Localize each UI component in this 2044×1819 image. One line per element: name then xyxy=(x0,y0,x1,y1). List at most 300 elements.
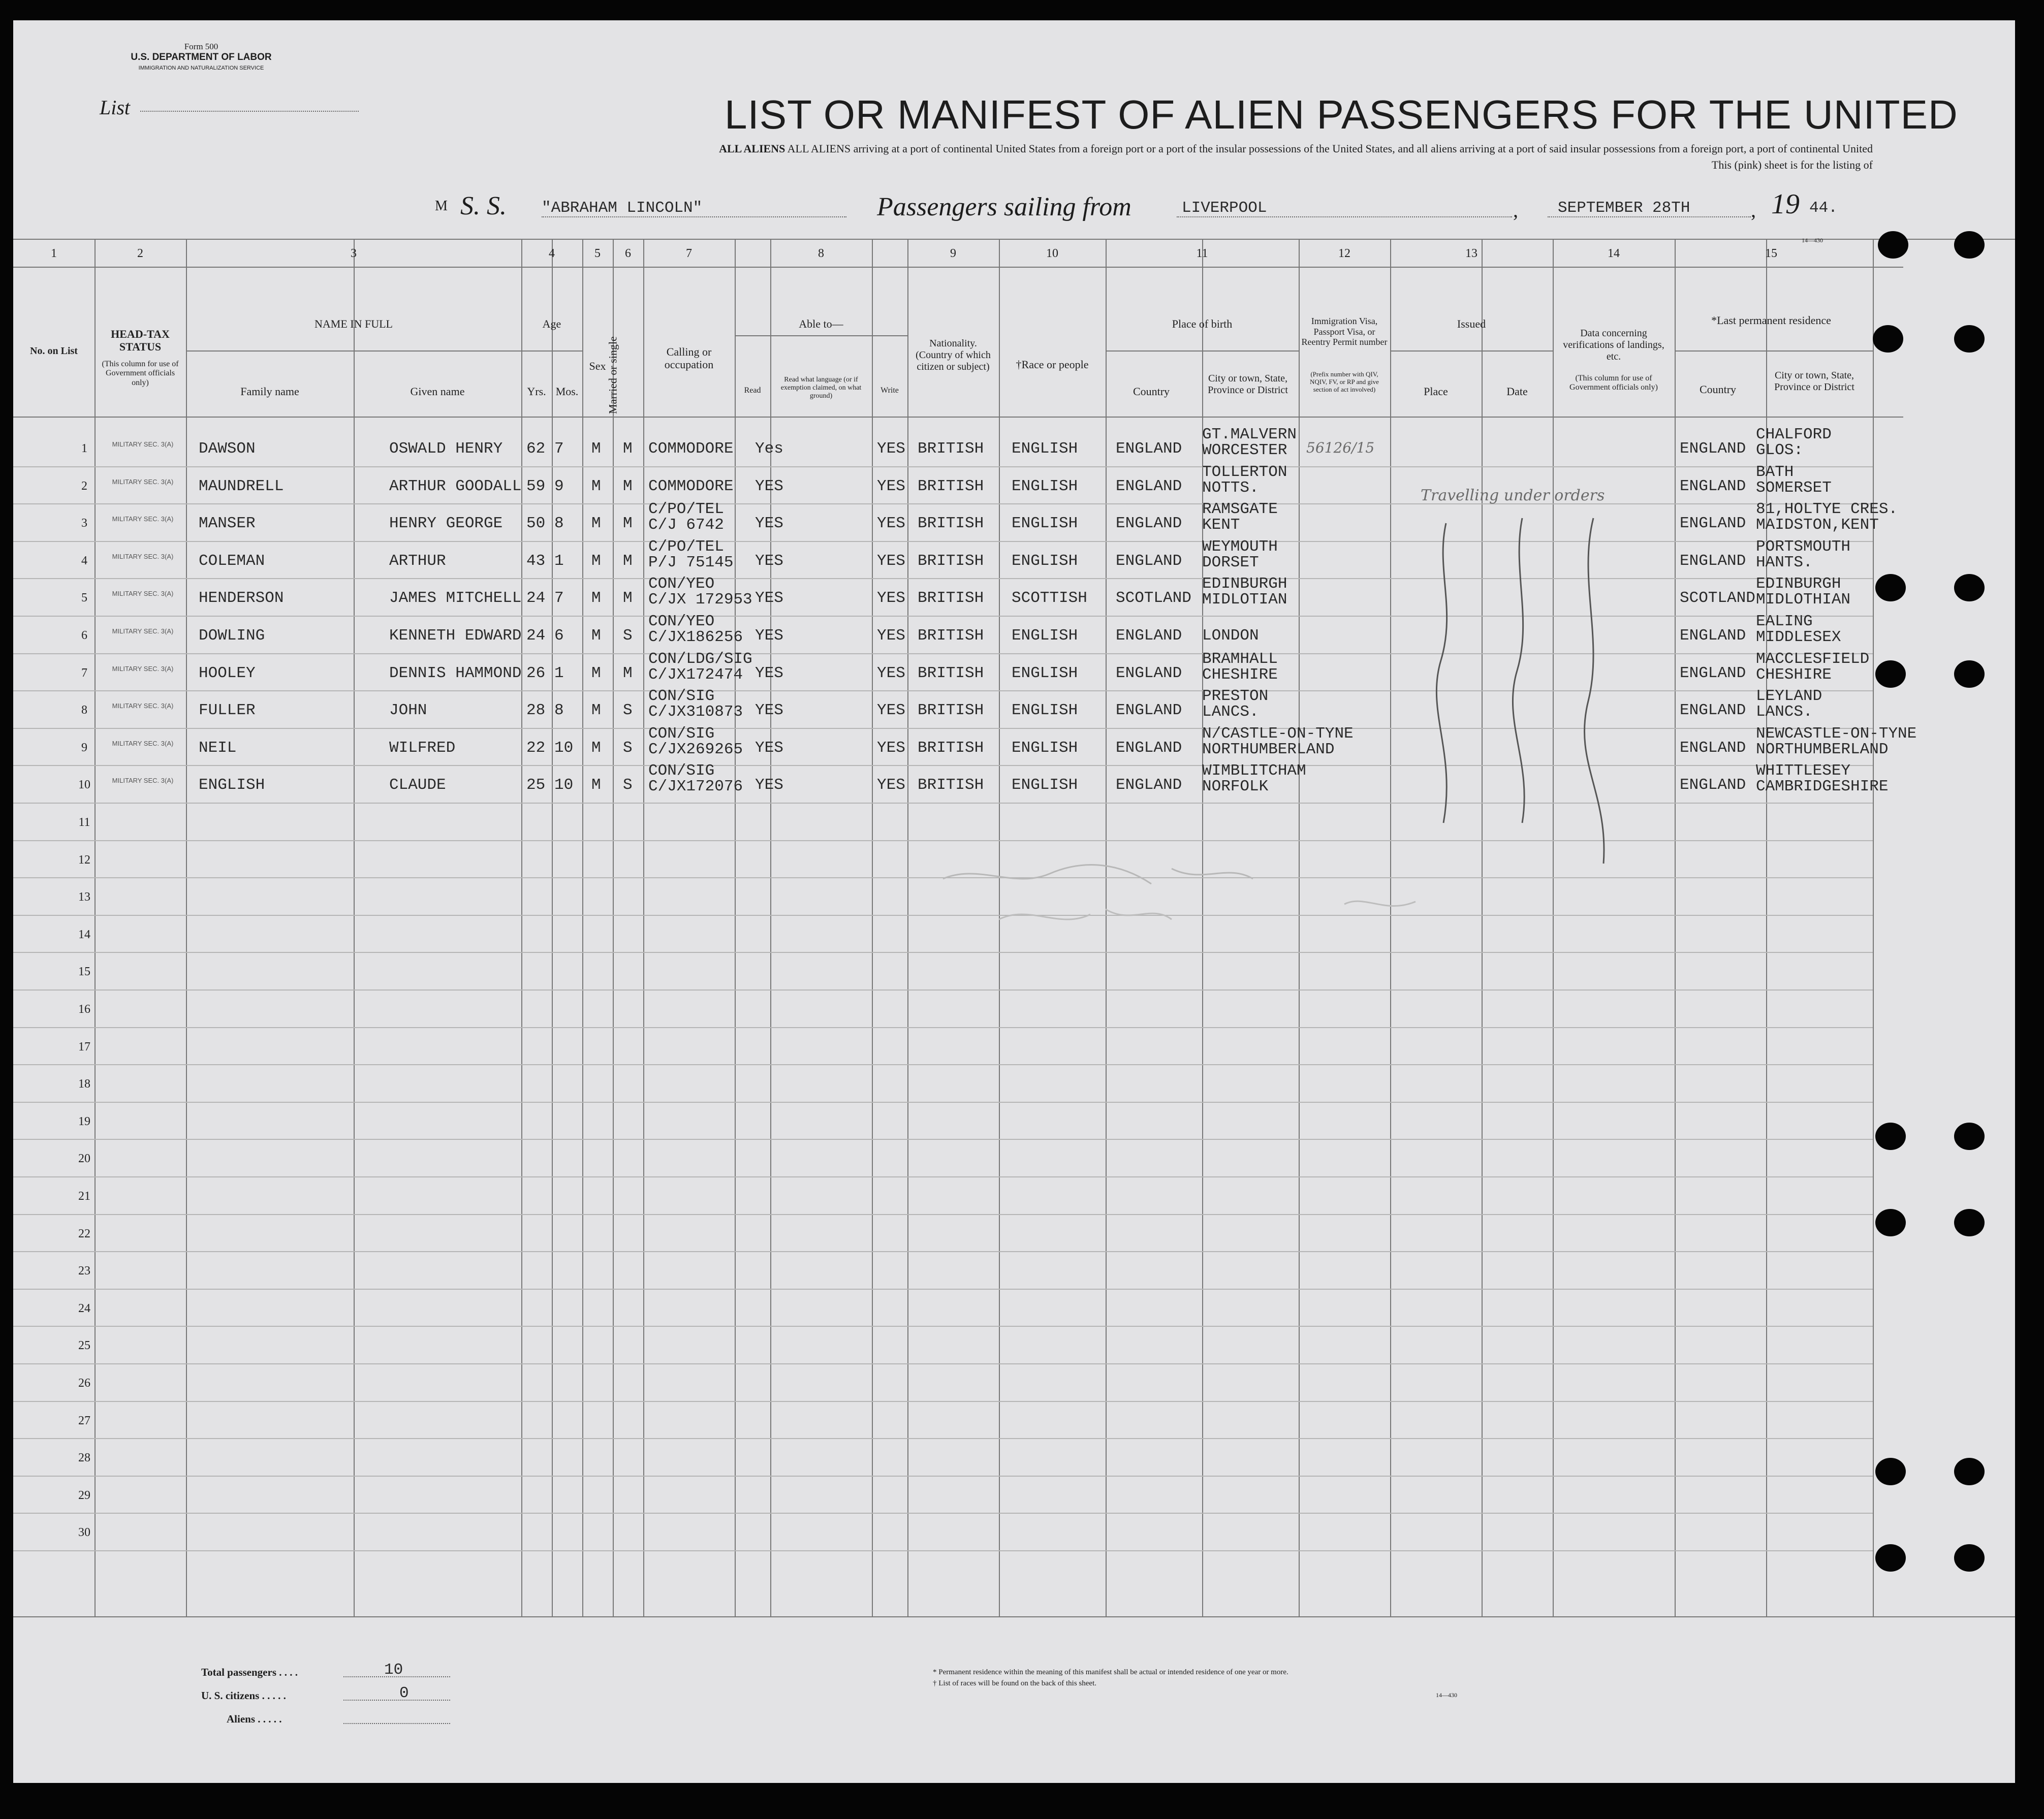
punch-hole xyxy=(1875,1544,1906,1572)
residence-country: ENGLAND xyxy=(1680,664,1746,682)
marital-status: M xyxy=(623,552,633,570)
occupation: CON/YEO C/JX186256 xyxy=(648,613,743,646)
given-name: CLAUDE xyxy=(389,776,446,794)
punch-hole xyxy=(1875,574,1906,601)
column-rule xyxy=(582,239,583,1616)
column-rule xyxy=(735,239,736,1616)
punch-hole xyxy=(1875,660,1906,688)
race: SCOTTISH xyxy=(1012,589,1087,608)
residence-city: 81,HOLTYE CRES. MAIDSTON,KENT xyxy=(1756,500,1898,534)
birth-country: ENGLAND xyxy=(1116,739,1182,757)
occupation: CON/SIG C/JX310873 xyxy=(648,687,743,721)
colnum-2: 2 xyxy=(137,247,143,260)
race: ENGLISH xyxy=(1012,440,1078,458)
row-number: 14 xyxy=(78,928,90,941)
occupation: CON/LDG/SIG C/JX172474 xyxy=(648,650,752,684)
comma-1: , xyxy=(1513,199,1518,221)
row-rule xyxy=(13,1102,1873,1103)
punch-hole xyxy=(1873,325,1903,353)
row-number: 16 xyxy=(78,1003,90,1016)
manifest-sheet xyxy=(13,20,2015,1783)
port-line xyxy=(1177,216,1512,217)
colnum-3: 3 xyxy=(351,247,357,260)
table-top-border xyxy=(13,239,2015,240)
birth-city: PRESTON LANCS. xyxy=(1202,687,1269,721)
family-name: DAWSON xyxy=(199,440,256,458)
family-name: COLEMAN xyxy=(199,552,265,570)
row-number: 30 xyxy=(78,1526,90,1540)
can-write: YES xyxy=(877,440,905,458)
row-number: 26 xyxy=(78,1377,90,1390)
header-read: Read xyxy=(744,386,761,395)
row-rule xyxy=(13,1214,1873,1215)
residence-city: MACCLESFIELD CHESHIRE xyxy=(1756,650,1870,684)
can-write: YES xyxy=(877,664,905,682)
family-name: HOOLEY xyxy=(199,664,256,682)
row-number: 29 xyxy=(78,1488,90,1502)
row-number: 27 xyxy=(78,1414,90,1427)
can-read: YES xyxy=(755,739,783,757)
year-suffix: 44. xyxy=(1809,199,1838,217)
family-name: ENGLISH xyxy=(199,776,265,794)
colnum-9: 9 xyxy=(950,247,956,260)
row-rule xyxy=(13,1139,1873,1140)
nationality: BRITISH xyxy=(918,664,984,682)
row-number: 1 xyxy=(81,442,87,455)
total-passengers-label: Total passengers . . . . xyxy=(201,1666,298,1678)
header-bottom-border xyxy=(13,417,1903,418)
row-number: 19 xyxy=(78,1114,90,1128)
marital-status: S xyxy=(623,627,633,645)
header-head-tax-note: (This column for use of Government officials only) xyxy=(102,360,179,387)
residence-country: ENGLAND xyxy=(1680,440,1746,458)
marital-status: M xyxy=(623,477,633,495)
occupation: CON/SIG C/JX269265 xyxy=(648,724,743,758)
row-number: 6 xyxy=(81,629,87,642)
punch-hole xyxy=(1875,1209,1906,1236)
header-birth-country: Country xyxy=(1133,385,1170,398)
citizens-label: U. S. citizens . . . . . xyxy=(201,1689,286,1702)
can-read: Yes xyxy=(755,440,783,458)
header-birth-city: City or town, State, Province or District xyxy=(1208,373,1288,396)
occupation: COMMODORE xyxy=(648,477,734,495)
colnum-5: 5 xyxy=(594,247,601,260)
header-sub-rule xyxy=(521,350,582,352)
row-number: 5 xyxy=(81,591,87,605)
row-rule xyxy=(13,1289,1873,1290)
punch-hole xyxy=(1954,325,1985,353)
row-number: 11 xyxy=(78,816,90,829)
header-issued-place: Place xyxy=(1424,385,1448,398)
race: ENGLISH xyxy=(1012,701,1078,720)
row-number: 3 xyxy=(81,517,87,530)
column-rule xyxy=(1675,239,1676,1616)
birth-country: ENGLAND xyxy=(1116,515,1182,533)
punch-hole xyxy=(1954,1544,1985,1572)
birth-country: ENGLAND xyxy=(1116,627,1182,645)
faint-handwriting xyxy=(938,853,1456,955)
header-race: †Race or people xyxy=(1016,358,1089,371)
sailing-label: Passengers sailing from xyxy=(877,193,1131,221)
given-name: KENNETH EDWARD xyxy=(389,627,522,645)
birth-country: ENGLAND xyxy=(1116,664,1182,682)
place-issued-annotation: Travelling under orders xyxy=(1421,487,1605,504)
citizens-line xyxy=(343,1700,450,1701)
head-tax-stamp: MILITARY SEC. 3(A) xyxy=(112,702,174,710)
total-passengers-text: Total passengers xyxy=(201,1666,276,1678)
can-read: YES xyxy=(755,701,783,720)
residence-country: ENGLAND xyxy=(1680,477,1746,495)
header-read-language: Read what language (or if exemption claimed, on what ground) xyxy=(780,376,862,400)
residence-city: NEWCASTLE-ON-TYNE NORTHUMBERLAND xyxy=(1756,724,1917,758)
nationality: BRITISH xyxy=(918,739,984,757)
birth-city: WEYMOUTH DORSET xyxy=(1202,537,1278,571)
column-rule xyxy=(521,239,522,1616)
age-years: 62 xyxy=(526,440,546,458)
head-tax-stamp: MILITARY SEC. 3(A) xyxy=(112,590,174,598)
residence-country: SCOTLAND xyxy=(1680,589,1755,608)
age-years: 59 xyxy=(526,477,546,495)
residence-city: CHALFORD GLOS: xyxy=(1756,426,1832,459)
colnum-14: 14 xyxy=(1608,247,1620,260)
colnum-13: 13 xyxy=(1465,247,1477,260)
colnum-10: 10 xyxy=(1046,247,1058,260)
header-sub-rule xyxy=(735,335,907,336)
header-visa: Immigration Visa, Passport Visa, or Reentry Permit number xyxy=(1301,316,1388,347)
age-months: 7 xyxy=(554,440,564,458)
table-bottom-border xyxy=(13,1616,2015,1617)
header-residence-country: Country xyxy=(1699,383,1737,396)
row-number: 13 xyxy=(78,890,90,904)
sex: M xyxy=(591,776,601,794)
given-name: WILFRED xyxy=(389,739,456,757)
nationality: BRITISH xyxy=(918,477,984,495)
nationality: BRITISH xyxy=(918,515,984,533)
residence-city: BATH SOMERSET xyxy=(1756,463,1832,497)
head-tax-stamp: MILITARY SEC. 3(A) xyxy=(112,627,174,635)
row-rule xyxy=(13,1550,1873,1551)
header-sub-rule xyxy=(1106,350,1299,352)
occupation: COMMODORE xyxy=(648,440,734,458)
year-prefix: 19 xyxy=(1771,188,1800,220)
form-code-top: 14—430 xyxy=(1802,237,1823,244)
row-number: 8 xyxy=(81,704,87,717)
marital-status: M xyxy=(623,589,633,608)
family-name: MAUNDRELL xyxy=(199,477,284,495)
header-issued: Issued xyxy=(1457,317,1486,330)
birth-city: GT.MALVERN WORCESTER xyxy=(1202,426,1297,459)
row-number: 2 xyxy=(81,479,87,493)
birth-country: ENGLAND xyxy=(1116,776,1182,794)
family-name: HENDERSON xyxy=(199,589,284,608)
birth-country: ENGLAND xyxy=(1116,477,1182,495)
can-write: YES xyxy=(877,739,905,757)
nationality: BRITISH xyxy=(918,440,984,458)
race: ENGLISH xyxy=(1012,515,1078,533)
header-sub-rule xyxy=(186,350,521,352)
birth-country: ENGLAND xyxy=(1116,701,1182,720)
head-tax-stamp: MILITARY SEC. 3(A) xyxy=(112,477,174,486)
birth-city: TOLLERTON NOTTS. xyxy=(1202,463,1287,497)
aliens-label: Aliens . . . . . xyxy=(227,1713,282,1725)
row-rule xyxy=(13,1401,1873,1402)
occupation: CON/YEO C/JX 172953 xyxy=(648,575,752,609)
head-tax-stamp: MILITARY SEC. 3(A) xyxy=(112,515,174,523)
aliens-line xyxy=(343,1723,450,1724)
age-years: 24 xyxy=(526,589,546,608)
family-name: NEIL xyxy=(199,739,237,757)
residence-city: LEYLAND LANCS. xyxy=(1756,687,1822,721)
can-write: YES xyxy=(877,515,905,533)
row-number: 28 xyxy=(78,1451,90,1465)
header-age-months: Mos. xyxy=(555,385,579,398)
aliens-text: Aliens xyxy=(227,1713,256,1725)
row-number: 15 xyxy=(78,965,90,979)
age-years: 28 xyxy=(526,701,546,720)
residence-country: ENGLAND xyxy=(1680,552,1746,570)
header-sub-rule xyxy=(1675,350,1873,352)
residence-country: ENGLAND xyxy=(1680,701,1746,720)
age-months: 8 xyxy=(554,701,564,720)
nationality: BRITISH xyxy=(918,589,984,608)
age-months: 10 xyxy=(554,776,574,794)
race: ENGLISH xyxy=(1012,776,1078,794)
header-given-name: Given name xyxy=(410,385,465,398)
row-number: 4 xyxy=(81,554,87,567)
header-married-or-single: Married or single xyxy=(606,336,619,414)
header-family-name: Family name xyxy=(240,385,299,398)
birth-city: LONDON xyxy=(1202,627,1259,645)
ship-name-line xyxy=(542,216,846,217)
column-rule xyxy=(186,239,187,1616)
occupation: C/PO/TEL P/J 75145 xyxy=(648,537,734,571)
row-number: 25 xyxy=(78,1339,90,1353)
can-read: YES xyxy=(755,477,783,495)
race: ENGLISH xyxy=(1012,664,1078,682)
nationality: BRITISH xyxy=(918,701,984,720)
colnum-15: 15 xyxy=(1765,247,1777,260)
age-months: 8 xyxy=(554,515,564,533)
nationality: BRITISH xyxy=(918,627,984,645)
marital-status: S xyxy=(623,739,633,757)
race: ENGLISH xyxy=(1012,552,1078,570)
header-sub-rule xyxy=(1390,350,1553,352)
sex: M xyxy=(591,589,601,608)
header-nationality: Nationality. (Country of which citizen or subject) xyxy=(916,338,991,372)
departure-date: SEPTEMBER 28TH xyxy=(1558,199,1690,217)
ship-name: "ABRAHAM LINCOLN" xyxy=(542,199,703,217)
residence-country: ENGLAND xyxy=(1680,515,1746,533)
column-rule xyxy=(354,239,355,1616)
given-name: OSWALD HENRY xyxy=(389,440,503,458)
header-place-of-birth: Place of birth xyxy=(1172,317,1233,330)
department-name: U.S. DEPARTMENT OF LABOR xyxy=(131,52,272,62)
header-landing-note: (This column for use of Government officials only) xyxy=(1569,374,1658,392)
colnum-1: 1 xyxy=(51,247,57,260)
birth-city: BRAMHALL CHESHIRE xyxy=(1202,650,1278,684)
age-months: 1 xyxy=(554,664,564,682)
occupation: CON/SIG C/JX172076 xyxy=(648,762,743,796)
residence-country: ENGLAND xyxy=(1680,627,1746,645)
family-name: MANSER xyxy=(199,515,256,533)
header-write: Write xyxy=(881,386,899,395)
residence-city: PORTSMOUTH HANTS. xyxy=(1756,537,1851,571)
ss-label: S. S. xyxy=(460,192,507,220)
can-read: YES xyxy=(755,627,783,645)
given-name: ARTHUR GOODALL xyxy=(389,477,522,495)
row-number: 20 xyxy=(78,1152,90,1166)
colnum-6: 6 xyxy=(625,247,631,260)
citizens-value: 0 xyxy=(399,1684,409,1702)
race: ENGLISH xyxy=(1012,627,1078,645)
header-able-to: Able to— xyxy=(799,317,843,330)
citizens-text: U. S. citizens xyxy=(201,1689,260,1702)
punch-hole xyxy=(1954,574,1985,601)
head-tax-stamp: MILITARY SEC. 3(A) xyxy=(112,777,174,785)
can-write: YES xyxy=(877,776,905,794)
can-read: YES xyxy=(755,776,783,794)
row-number: 12 xyxy=(78,853,90,867)
vessel-prefix: M xyxy=(435,198,448,214)
row-rule xyxy=(13,466,1873,467)
service-name: IMMIGRATION AND NATURALIZATION SERVICE xyxy=(138,65,264,71)
given-name: DENNIS HAMMOND xyxy=(389,664,522,682)
punch-hole xyxy=(1875,1123,1906,1150)
age-months: 6 xyxy=(554,627,564,645)
marital-status: M xyxy=(623,515,633,533)
header-sex: Sex xyxy=(589,360,606,372)
can-read: YES xyxy=(755,589,783,608)
list-label: List xyxy=(100,96,131,119)
can-write: YES xyxy=(877,477,905,495)
total-line xyxy=(343,1676,450,1677)
birth-country: ENGLAND xyxy=(1116,440,1182,458)
given-name: JAMES MITCHELL xyxy=(389,589,522,608)
birth-city: WIMBLITCHAM NORFOLK xyxy=(1202,762,1306,796)
age-years: 25 xyxy=(526,776,546,794)
row-rule xyxy=(13,1513,1873,1514)
header-visa-note: (Prefix number with QIV, NQIV, FV, or RP and give section of act involved) xyxy=(1310,370,1379,393)
header-age: Age xyxy=(542,317,561,330)
row-number: 17 xyxy=(78,1040,90,1054)
age-years: 24 xyxy=(526,627,546,645)
row-number: 9 xyxy=(81,741,87,754)
age-months: 9 xyxy=(554,477,564,495)
header-age-years: Yrs. xyxy=(527,385,546,398)
row-number: 22 xyxy=(78,1227,90,1240)
residence-city: WHITTLESEY CAMBRIDGESHIRE xyxy=(1756,762,1889,796)
row-number: 24 xyxy=(78,1301,90,1315)
given-name: JOHN xyxy=(389,701,427,720)
family-name: FULLER xyxy=(199,701,256,720)
sex: M xyxy=(591,440,601,458)
punch-hole xyxy=(1875,1458,1906,1485)
can-write: YES xyxy=(877,701,905,720)
header-name-in-full: NAME IN FULL xyxy=(315,317,393,330)
header-calling: Calling or occupation xyxy=(664,345,714,371)
column-rule xyxy=(1873,239,1874,1616)
header-issued-date: Date xyxy=(1506,385,1528,398)
column-rule xyxy=(872,239,873,1616)
footnote-residence: * Permanent residence within the meaning of this manifest shall be actual or intended residence of one year or more. xyxy=(933,1668,1288,1676)
can-write: YES xyxy=(877,627,905,645)
sex: M xyxy=(591,701,601,720)
colnum-8: 8 xyxy=(818,247,824,260)
can-read: YES xyxy=(755,515,783,533)
form-number: Form 500 xyxy=(184,42,218,51)
marital-status: M xyxy=(623,440,633,458)
footnote-code: 14—430 xyxy=(1436,1692,1457,1699)
race: ENGLISH xyxy=(1012,739,1078,757)
birth-city: N/CASTLE-ON-TYNE NORTHUMBERLAND xyxy=(1202,724,1354,758)
row-number: 10 xyxy=(78,778,90,792)
sex: M xyxy=(591,627,601,645)
residence-city: EALING MIDDLESEX xyxy=(1756,613,1841,646)
birth-country: ENGLAND xyxy=(1116,552,1182,570)
age-months: 10 xyxy=(554,739,574,757)
header-no-on-list: No. on List xyxy=(30,345,78,357)
row-rule xyxy=(13,1438,1873,1439)
column-rule xyxy=(552,239,553,1616)
age-years: 22 xyxy=(526,739,546,757)
punch-hole xyxy=(1878,231,1908,259)
given-name: ARTHUR xyxy=(389,552,446,570)
comma-2: , xyxy=(1751,199,1756,221)
sex: M xyxy=(591,552,601,570)
can-read: YES xyxy=(755,664,783,682)
given-name: HENRY GEORGE xyxy=(389,515,503,533)
list-number-line xyxy=(140,111,359,112)
visa-number: 56126/15 xyxy=(1306,439,1375,456)
family-name: DOWLING xyxy=(199,627,265,645)
race: ENGLISH xyxy=(1012,477,1078,495)
header-last-residence: *Last permanent residence xyxy=(1711,314,1831,327)
residence-city: EDINBURGH MIDLOTHIAN xyxy=(1756,575,1851,609)
header-head-tax: HEAD-TAX STATUS xyxy=(111,328,170,354)
footnote-races: † List of races will be found on the back of this sheet. xyxy=(933,1679,1097,1687)
subtitle-line-2: This (pink) sheet is for the listing of xyxy=(1711,158,1873,171)
colnum-12: 12 xyxy=(1338,247,1350,260)
page-title: LIST OR MANIFEST OF ALIEN PASSENGERS FOR THE UNITED xyxy=(725,92,1958,137)
ditto-marks xyxy=(1426,508,1629,874)
row-number: 23 xyxy=(78,1264,90,1278)
can-read: YES xyxy=(755,552,783,570)
colnum-border xyxy=(13,267,1903,268)
age-years: 26 xyxy=(526,664,546,682)
row-number: 21 xyxy=(78,1190,90,1203)
age-months: 1 xyxy=(554,552,564,570)
head-tax-stamp: MILITARY SEC. 3(A) xyxy=(112,552,174,560)
punch-hole xyxy=(1954,1458,1985,1485)
sex: M xyxy=(591,739,601,757)
occupation: C/PO/TEL C/J 6742 xyxy=(648,500,724,534)
row-rule xyxy=(13,990,1873,991)
age-years: 50 xyxy=(526,515,546,533)
residence-country: ENGLAND xyxy=(1680,776,1746,794)
departure-port: LIVERPOOL xyxy=(1182,199,1267,217)
marital-status: M xyxy=(623,664,633,682)
column-rule xyxy=(1482,239,1483,1616)
row-rule xyxy=(13,1251,1873,1252)
subtitle-line-1: ALL ALIENS ALL ALIENS arriving at a port of continental United States from a foreign port or a port of the insular possessions of the United States, and all aliens arriving at a port of said insular possessions from a foreign port, a port of continental United xyxy=(719,142,1873,155)
row-rule xyxy=(13,1064,1873,1065)
residence-country: ENGLAND xyxy=(1680,739,1746,757)
column-rule xyxy=(907,239,908,1616)
colnum-7: 7 xyxy=(686,247,692,260)
row-rule xyxy=(13,1476,1873,1477)
row-rule xyxy=(13,1363,1873,1364)
birth-city: EDINBURGH MIDLOTIAN xyxy=(1202,575,1287,609)
